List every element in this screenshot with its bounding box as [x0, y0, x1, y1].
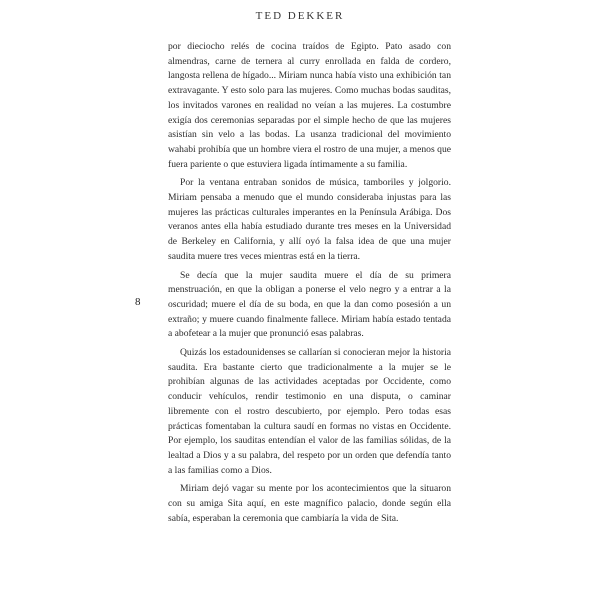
page-number: 8: [135, 296, 141, 308]
paragraph: por dieciocho relés de cocina traídos de Egipto. Pato asado con almendras, carne de ternera al curry enrollada en falda de cordero, langosta rellena de hígado... Miriam nunca había visto una exhibición tan extravagante. Y esto solo para las mujeres. Como muchas bodas sauditas, los invitados varones en realidad no veían a las mujeres. La costumbre exigía dos ceremonias separadas por el simple hecho de que las mujeres asistían sin velo a las bodas. La usanza tradicional del movimiento wahabi prohibía que un hombre viera el rostro de una mujer, a menos que fuera pariente o que estuviera ligada íntimamente a su familia.: [168, 41, 451, 170]
paragraph: Quizás los estadounidenses se callarían si conocieran mejor la historia saudita. Era bastante cierto que tradicionalmente a la mujer se le prohibían algunas de las actividades aceptadas por Occidente, como conducir vehículos, rendir testimonio en una disputa, o caminar libremente con el rostro descubierto, por ejemplo. Pero todas esas prácticas fomentaban la cultura saudí en formas no vistas en Occidente. Por ejemplo, los sauditas entendían el valor de las familias sólidas, de la lealtad a Dios y a su palabra, del respeto por un orden que defendía tanto a las familias como a Dios.: [168, 347, 451, 476]
paragraph: Miriam dejó vagar su mente por los acontecimientos que la situaron con su amiga Sita aquí, en este magnífico palacio, donde según ella sabía, esperaban la ceremonia que cambiaría la vida de Sita.: [168, 483, 451, 524]
body-text: [168, 40, 451, 527]
paragraph: Se decía que la mujer saudita muere el día de su primera menstruación, en que la obligan a ponerse el velo negro y a entrar a la oscuridad; muere el día de su boda, en que la dan como posesión a un extraño; y muere cuando finalmente fallece. Miriam había estado tentada a abofetear a la mujer que pronunció esas palabras.: [168, 269, 451, 340]
paragraph: Por la ventana entraban sonidos de música, tamboriles y jolgorio. Miriam pensaba a menudo que el mundo consideraba injustas para las mujeres las prácticas culturales imperantes en la Península Arábiga. Dos veranos antes ella había estudiado durante tres meses en la Universidad de Berkeley en California, y allí oyó la falsa idea de que una mujer saudita muere tres veces mientras está en la tierra.: [168, 177, 451, 262]
running-head: TED DEKKER: [255, 10, 345, 22]
